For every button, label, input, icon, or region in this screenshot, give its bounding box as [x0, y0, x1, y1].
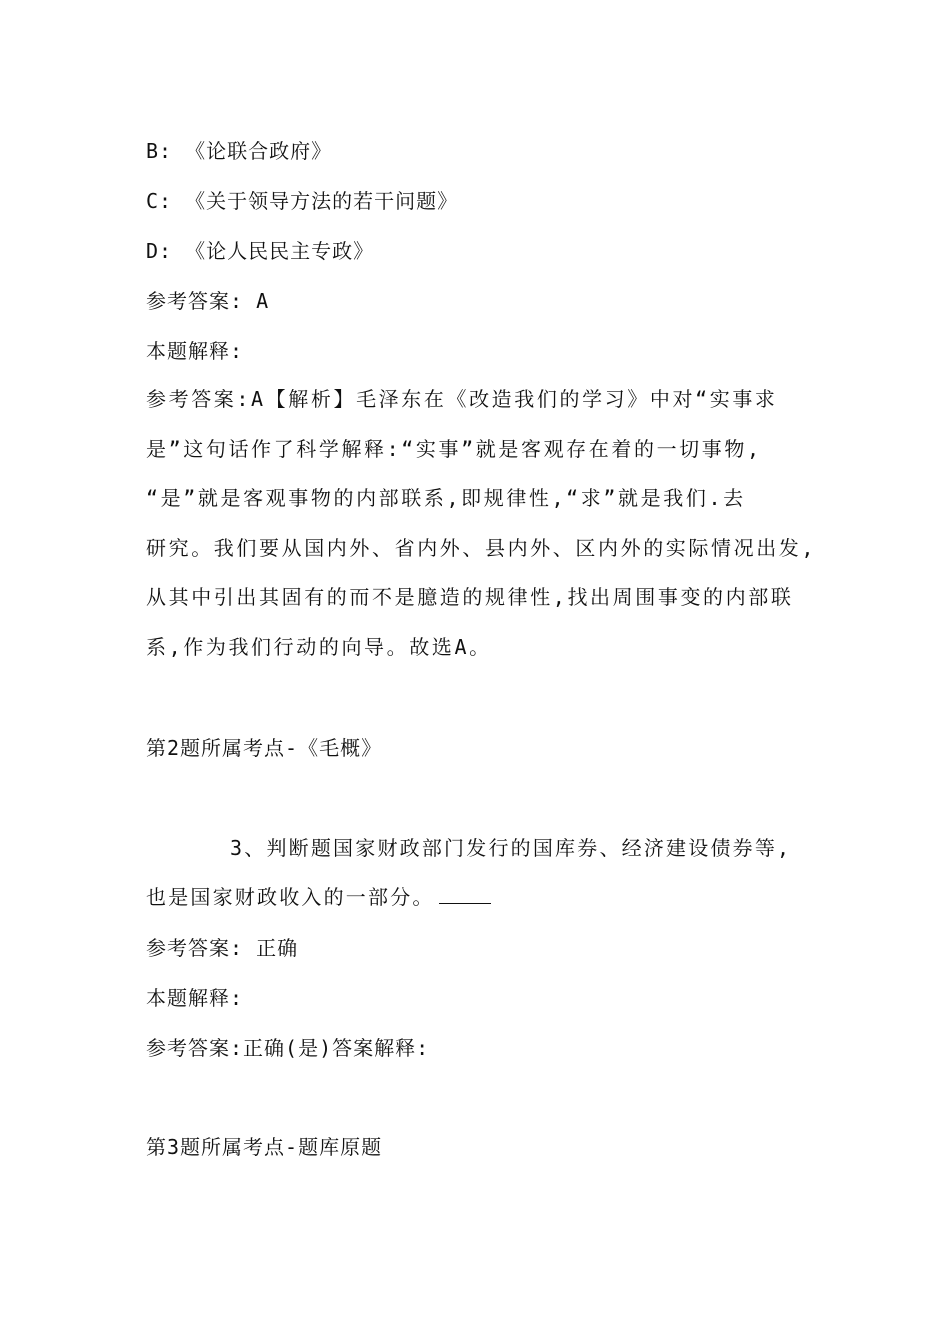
explanation-label: 本题解释: [146, 339, 244, 363]
explanation-line: “是”就是客观事物的内部联系,即规律性,“求”就是我们.去 [146, 486, 746, 510]
answer-blank [439, 885, 491, 904]
reference-answer: 参考答案: 正确 [146, 936, 299, 960]
topic-label: 第3题所属考点-题库原题 [146, 1135, 383, 1159]
option-b: B: 《论联合政府》 [146, 139, 333, 163]
explanation-line: 是”这句话作了科学解释:“实事”就是客观存在着的一切事物, [146, 436, 762, 461]
explanation-label: 本题解释: [146, 986, 244, 1010]
explanation-line: 参考答案:A【解析】毛泽东在《改造我们的学习》中对“实事求 [146, 387, 778, 411]
question-text-line: 3、判断题国家财政部门发行的国库券、经济建设债券等, [230, 836, 792, 860]
explanation-line: 系,作为我们行动的向导。故选A。 [146, 634, 492, 659]
topic-label: 第2题所属考点-《毛概》 [146, 736, 383, 760]
option-c: C: 《关于领导方法的若干问题》 [146, 189, 459, 213]
question-3 [146, 824, 836, 922]
option-d: D: 《论人民民主专政》 [146, 239, 375, 263]
reference-answer: 参考答案: A [146, 289, 270, 313]
explanation-paragraph [146, 375, 836, 672]
explanation-text: 参考答案:正确(是)答案解释: [146, 1036, 430, 1060]
explanation-line: 从其中引出其固有的而不是臆造的规律性,找出周围事变的内部联 [146, 585, 794, 609]
explanation-line: 研究。我们要从国内外、省内外、县内外、区内外的实际情况出发, [146, 535, 817, 560]
question-text-line: 也是国家财政收入的一部分。 [146, 873, 836, 922]
